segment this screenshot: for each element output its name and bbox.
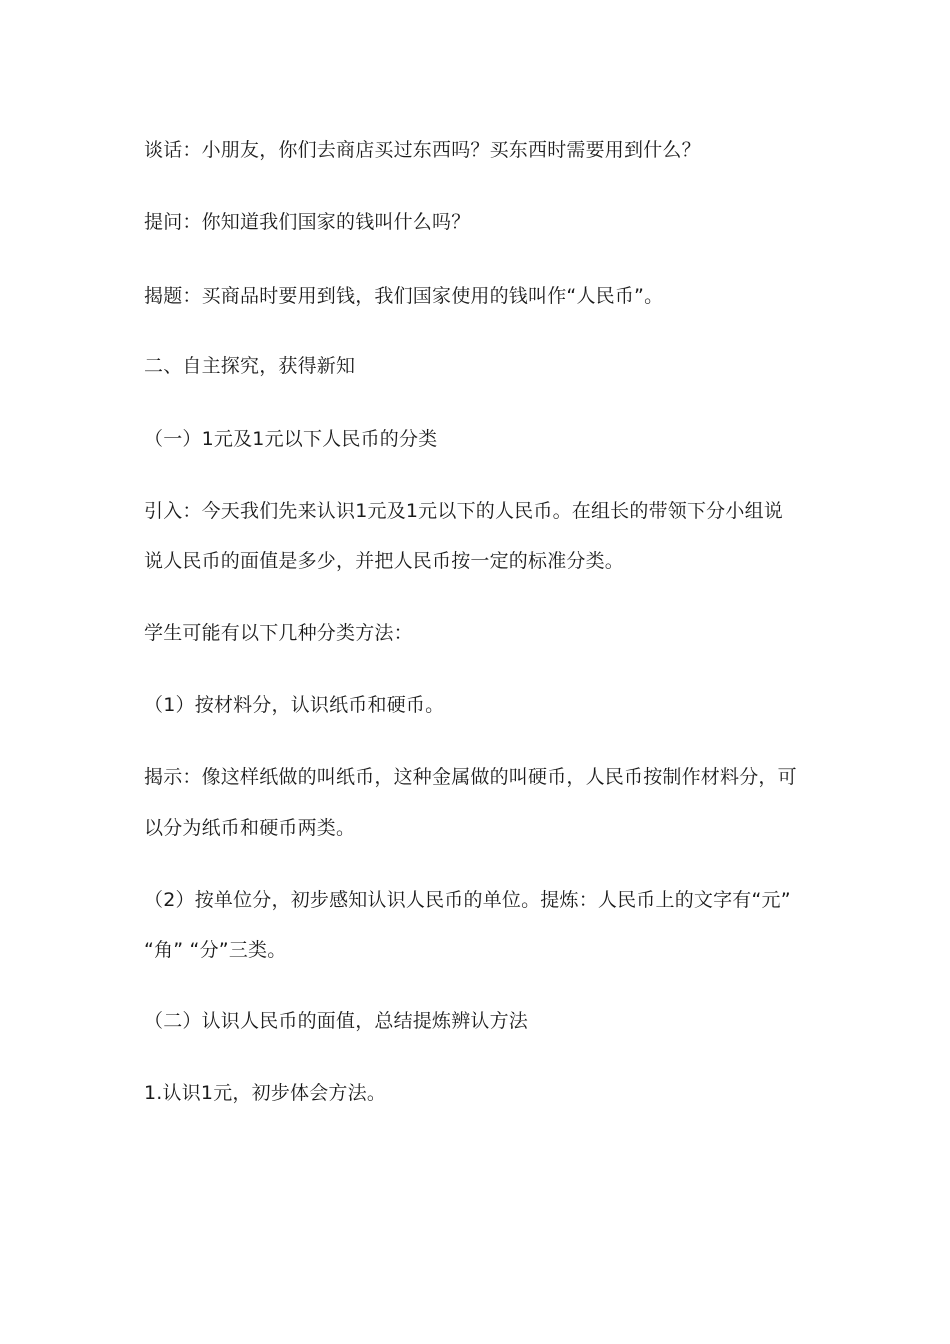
paragraph-introduction-line-1: 引入：今天我们先来认识1元及1元以下的人民币。在组长的带领下分小组说	[144, 500, 783, 522]
subsection-heading-one: （一）1元及1元以下人民币的分类	[144, 428, 438, 450]
paragraph-topic-reveal: 揭题：买商品时要用到钱，我们国家使用的钱叫作“人民币”。	[144, 285, 664, 307]
section-heading-two: 二、自主探究，获得新知	[144, 355, 356, 377]
paragraph-dialogue: 谈话：小朋友，你们去商店买过东西吗？买东西时需要用到什么？	[144, 139, 701, 161]
numbered-item-one-yuan: 1.认识1元，初步体会方法。	[144, 1082, 387, 1104]
paragraph-reveal-line-2: 以分为纸币和硬币两类。	[144, 817, 356, 839]
paragraph-question: 提问：你知道我们国家的钱叫什么吗？	[144, 211, 471, 233]
paragraph-methods-intro: 学生可能有以下几种分类方法：	[144, 622, 413, 644]
paragraph-introduction-line-2: 说人民币的面值是多少，并把人民币按一定的标准分类。	[144, 550, 625, 572]
list-item-by-unit-line-1: （2）按单位分，初步感知认识人民币的单位。提炼：人民币上的文字有“元”	[144, 889, 791, 911]
subsection-heading-two: （二）认识人民币的面值，总结提炼辨认方法	[144, 1010, 529, 1032]
list-item-by-unit-line-2: “角” “分”三类。	[144, 939, 287, 961]
list-item-by-material: （1）按材料分，认识纸币和硬币。	[144, 694, 445, 716]
paragraph-reveal-line-1: 揭示：像这样纸做的叫纸币，这种金属做的叫硬币，人民币按制作材料分，可	[144, 766, 797, 788]
